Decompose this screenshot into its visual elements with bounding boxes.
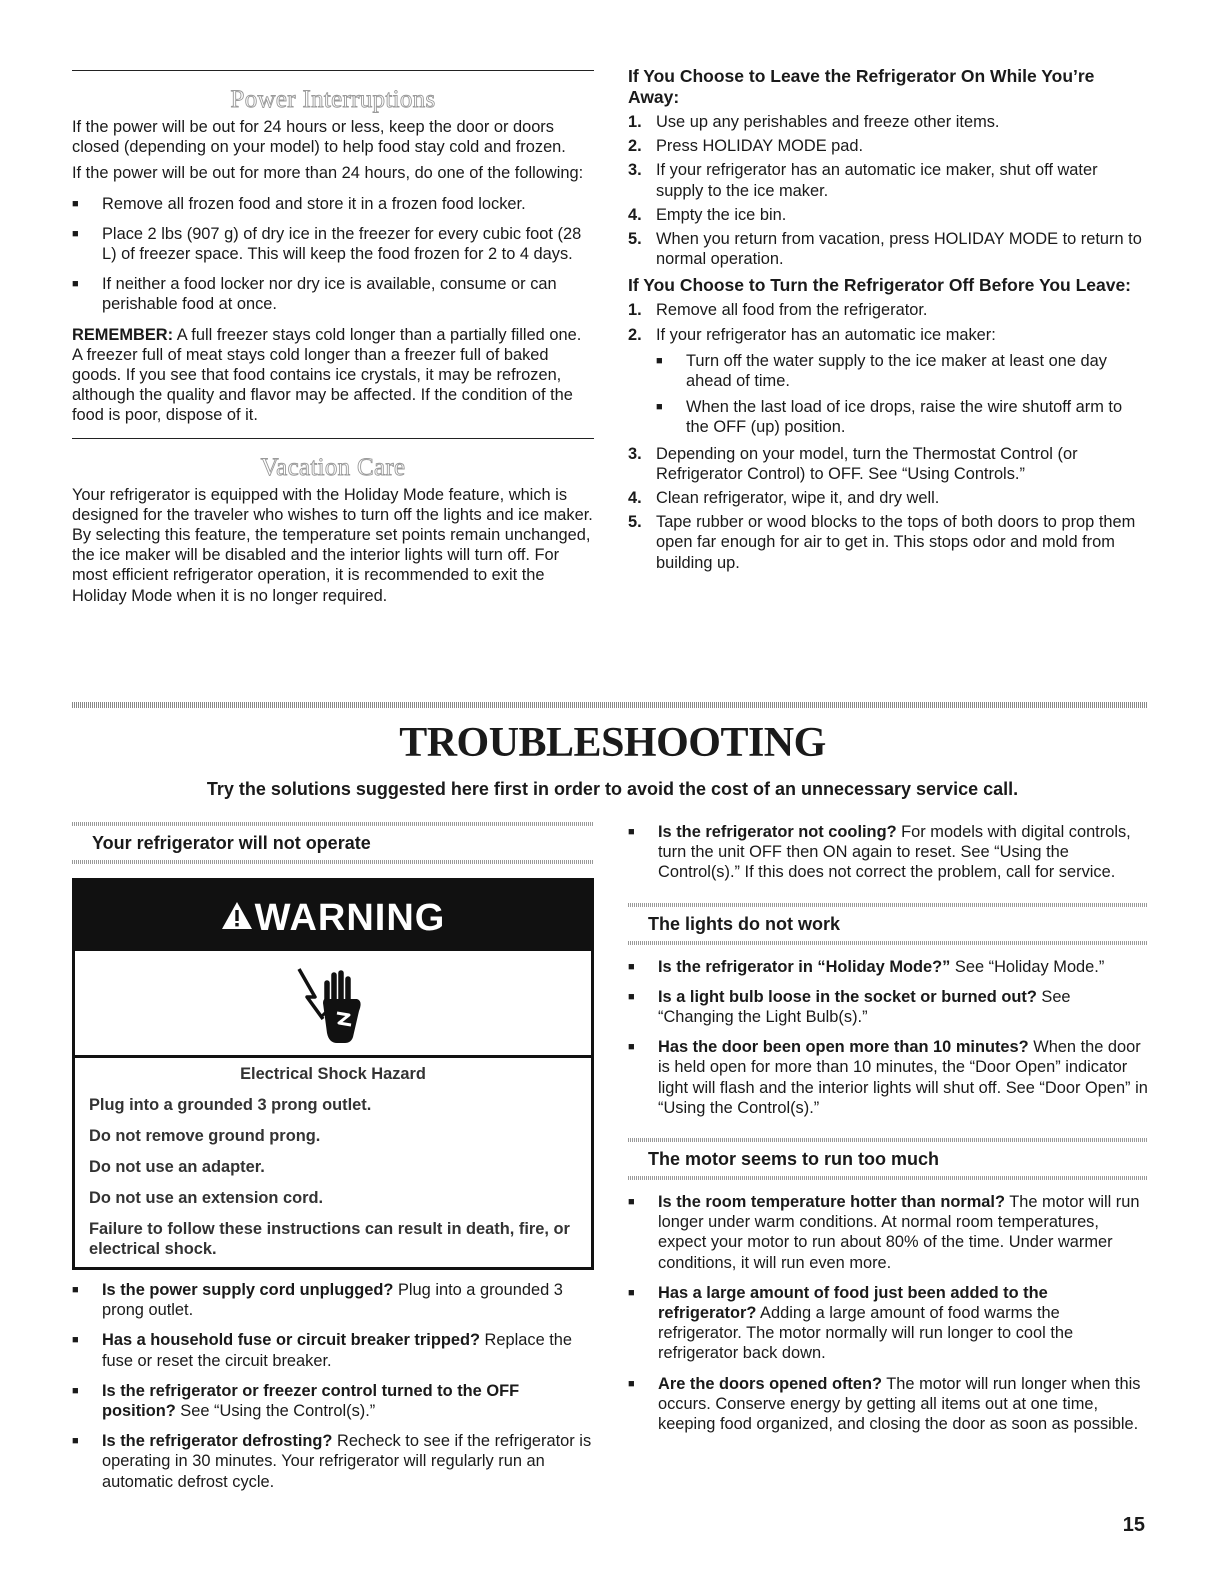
trouble-answer: See “Using the Control(s).”: [175, 1402, 376, 1421]
step-text: Empty the ice bin.: [656, 205, 787, 224]
turn-off-step: [628, 325, 1148, 345]
trouble-answer: The motor will run longer under warm conditions. At normal room temperatures, expect your motor to run about 80% of the time. Under warmer conditions, it will run even more.: [658, 1193, 1140, 1272]
turn-off-step: [628, 444, 1148, 484]
trouble-item: [628, 957, 1148, 977]
power-vacation-column: [72, 70, 594, 606]
warning-line: Do not use an extension cord.: [89, 1189, 324, 1207]
turn-off-substep: ■ When the last load of ice drops, raise the wire shutoff arm to the OFF (up) position.: [628, 397, 1148, 437]
leave-on-step: [628, 112, 1148, 132]
warning-line: Do not remove ground prong.: [89, 1127, 321, 1145]
dotted-divider: [628, 1176, 1148, 1180]
trouble-item: [628, 1037, 1148, 1118]
dotted-divider: [628, 941, 1148, 945]
trouble-answer: See “Holiday Mode.”: [950, 957, 1105, 976]
step-text: If your refrigerator has an automatic ice maker, shut off water supply to the ice maker.: [656, 161, 1098, 200]
power-paragraph-1: If the power will be out for 24 hours or less, keep the door or doors closed (depending on your model) to help food stay cold and frozen.: [72, 118, 566, 157]
trouble-right-column: [628, 822, 1148, 1434]
warning-banner-text: WARNING: [254, 896, 446, 939]
troubleshooting-title: TROUBLESHOOTING: [399, 720, 826, 766]
power-interruptions-title: Power Interruptions: [230, 86, 436, 113]
trouble-item: [72, 1280, 594, 1320]
trouble-question: Is the room temperature hotter than normal?: [658, 1193, 1005, 1212]
warning-text: [75, 1058, 591, 1267]
trouble-item: [628, 987, 1148, 1027]
step-text: Tape rubber or wood blocks to the tops of both doors to prop them open far enough for air to get in. This stops odor and mold from building up.: [656, 513, 1136, 572]
trouble-item: [628, 1283, 1148, 1364]
trouble-answer: See “Changing the Light Bulb(s).”: [658, 987, 1071, 1027]
power-bullet: ■ Place 2 lbs (907 g) of dry ice in the freezer for every cubic foot (28 L) of freezer space. This will keep the food frozen for 2 to 4 days.: [72, 224, 594, 264]
step-text: When you return from vacation, press HOLIDAY MODE to return to normal operation.: [656, 230, 1142, 269]
warning-triangle-icon: [221, 883, 253, 953]
trouble-item: [72, 1330, 594, 1370]
warning-line: Do not use an adapter.: [89, 1158, 265, 1176]
trouble-item: [628, 822, 1148, 883]
turn-off-step: [628, 512, 1148, 573]
section-rule: [72, 70, 594, 71]
leave-on-step: [628, 229, 1148, 269]
trouble-question: Is the refrigerator or freezer control turned to the OFF position?: [102, 1381, 520, 1421]
remember-label: REMEMBER:: [72, 325, 174, 344]
power-bullet: ■ Remove all frozen food and store it in a frozen food locker.: [72, 194, 594, 214]
trouble-answer: The motor will run longer when this occurs. Conserve energy by getting all items out at one time, keeping food organized, and closing the door as soon as possible.: [658, 1374, 1141, 1434]
turn-off-heading: If You Choose to Turn the Refrigerator Off Before You Leave:: [628, 275, 1132, 296]
trouble-item: [72, 1431, 594, 1492]
step-number: 1.: [628, 301, 642, 320]
step-number: 4.: [628, 205, 642, 224]
remember-text: A full freezer stays cold longer than a partially filled one. A freezer full of meat stays cold longer than a freezer full of baked goods. If you see that food contains ice crystals, it may be refrozen, although the quality and flavor may be affected. If the condition of the food is poor, dispose of it.: [72, 325, 582, 425]
troubleshooting-subtitle: Try the solutions suggested here first in order to avoid the cost of an unnecessary service call.: [206, 779, 1019, 799]
warning-line: Plug into a grounded 3 prong outlet.: [89, 1096, 372, 1114]
step-text: Clean refrigerator, wipe it, and dry well.: [656, 489, 940, 508]
turn-off-step: [628, 300, 1148, 320]
step-number: 3.: [628, 161, 642, 180]
step-number: 4.: [628, 489, 642, 508]
step-number: 1.: [628, 113, 642, 131]
trouble-answer: When the door is held open for more than 10 minutes, the “Door Open” indicator light will flash and the interior lights will shut off. See “Door Open” in “Using the Control(s).”: [658, 1038, 1148, 1117]
trouble-answer: Replace the fuse or reset the circuit breaker.: [102, 1331, 573, 1370]
page-number: 15: [1122, 1514, 1145, 1536]
trouble-answer: Recheck to see if the refrigerator is operating in 30 minutes. Your refrigerator will regularly run an automatic defrost cycle.: [102, 1432, 592, 1491]
warning-box: [72, 878, 594, 1270]
step-text: Remove all food from the refrigerator.: [656, 301, 928, 320]
trouble-item: [628, 1192, 1148, 1273]
step-text: If your refrigerator has an automatic ice maker:: [656, 325, 996, 344]
warning-banner: [75, 881, 591, 951]
trouble-question: Is the refrigerator not cooling?: [658, 823, 897, 841]
leave-on-step: [628, 160, 1148, 200]
trouble-item: [72, 1381, 594, 1421]
power-paragraph-2: If the power will be out for more than 24 hours, do one of the following:: [72, 164, 584, 183]
not-operate-column: [72, 822, 594, 1492]
step-number: 3.: [628, 444, 642, 463]
warning-hazard: Electrical Shock Hazard: [240, 1065, 426, 1083]
electrical-shock-icon: [75, 951, 591, 1058]
motor-heading: The motor seems to run too much: [648, 1149, 940, 1170]
trouble-question: Is the power supply cord unplugged?: [102, 1281, 394, 1299]
warning-line: Failure to follow these instructions can result in death, fire, or electrical shock.: [89, 1220, 570, 1258]
step-number: 2.: [628, 325, 642, 344]
leave-on-heading: If You Choose to Leave the Refrigerator On While You’re Away:: [628, 66, 1095, 107]
trouble-question: Has a large amount of food just been added to the refrigerator?: [658, 1283, 1048, 1323]
not-operate-heading: Your refrigerator will not operate: [92, 833, 371, 853]
step-number: 5.: [628, 513, 642, 532]
trouble-question: Are the doors opened often?: [658, 1374, 883, 1393]
leave-on-step: [628, 205, 1148, 225]
vacation-steps-column: [628, 66, 1148, 573]
trouble-answer: Adding a large amount of food warms the refrigerator. The motor normally will run longer to cool the refrigerator back down.: [658, 1304, 1074, 1363]
trouble-question: Has a household fuse or circuit breaker tripped?: [102, 1331, 480, 1350]
dotted-divider: [72, 860, 594, 864]
trouble-question: Is the refrigerator defrosting?: [102, 1432, 333, 1451]
trouble-question: Has the door been open more than 10 minutes?: [658, 1038, 1029, 1057]
trouble-answer: Plug into a grounded 3 prong outlet.: [102, 1281, 563, 1320]
turn-off-substep: ■ Turn off the water supply to the ice maker at least one day ahead of time.: [628, 351, 1148, 391]
trouble-item: [628, 1374, 1148, 1435]
step-text: Press HOLIDAY MODE pad.: [656, 137, 864, 156]
section-rule: [72, 438, 594, 439]
trouble-question: Is a light bulb loose in the socket or burned out?: [658, 987, 1037, 1006]
trouble-question: Is the refrigerator in “Holiday Mode?”: [658, 957, 951, 976]
step-text: Depending on your model, turn the Thermostat Control (or Refrigerator Control) to OFF. See “Using Controls.”: [656, 444, 1078, 483]
step-number: 2.: [628, 137, 642, 156]
step-text: Use up any perishables and freeze other items.: [656, 113, 1000, 131]
leave-on-step: [628, 136, 1148, 156]
vacation-paragraph: Your refrigerator is equipped with the Holiday Mode feature, which is designed for the traveler who wishes to turn off the lights and ice maker. By selecting this feature, the temperature set points remain unchanged, the ice maker will be disabled and the interior lights will turn off. For most efficient refrigerator operation, it is recommended to exit the Holiday Mode when it is no longer required.: [72, 485, 593, 605]
turn-off-step: [628, 488, 1148, 508]
dotted-divider: [72, 702, 1148, 708]
step-number: 5.: [628, 230, 642, 249]
remember-note: [72, 325, 594, 426]
power-bullet: ■ If neither a food locker nor dry ice is available, consume or can perishable food at once.: [72, 274, 594, 314]
vacation-care-title: Vacation Care: [260, 453, 406, 481]
trouble-answer: For models with digital controls, turn the unit OFF then ON again to reset. See “Using the Control(s).” If this does not correct the problem, call for service.: [658, 823, 1131, 882]
lights-heading: The lights do not work: [648, 913, 840, 934]
